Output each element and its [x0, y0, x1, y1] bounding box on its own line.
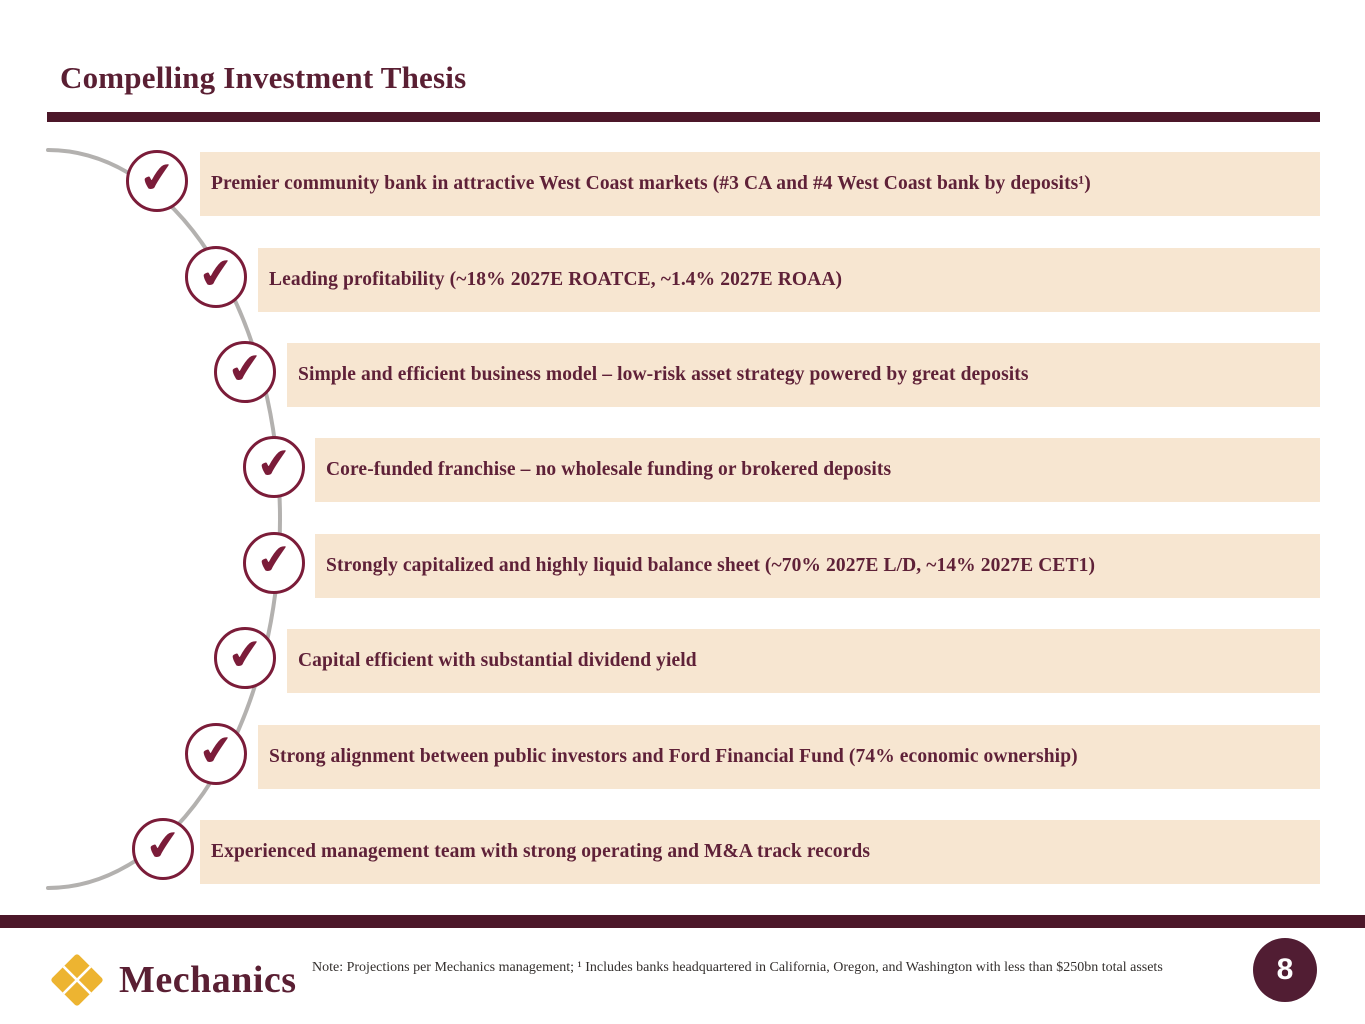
thesis-text: Strongly capitalized and highly liquid balance sheet (~70% 2027E L/D, ~14% 2027E CET1): [326, 555, 1096, 576]
thesis-row: [0, 343, 1365, 407]
page-number-badge: [1253, 938, 1317, 1002]
thesis-text: Leading profitability (~18% 2027E ROATCE, ~1.4% 2027E ROAA): [269, 269, 843, 290]
check-circle: [126, 150, 188, 212]
check-circle: [185, 723, 247, 785]
thesis-row: [0, 534, 1365, 598]
thesis-row: [0, 820, 1365, 884]
mechanics-weave-icon: [45, 948, 109, 1012]
thesis-row: [0, 629, 1365, 693]
check-icon: ✔: [254, 437, 295, 490]
thesis-bar: [315, 438, 1320, 502]
thesis-text: Simple and efficient business model – low-risk asset strategy powered by great deposits: [298, 364, 1029, 385]
check-icon: ✔: [225, 628, 266, 681]
thesis-bar: [200, 820, 1320, 884]
thesis-text: Experienced management team with strong operating and M&A track records: [211, 841, 871, 862]
thesis-bar: [315, 534, 1320, 598]
thesis-bar: [287, 343, 1320, 407]
check-circle: [243, 436, 305, 498]
thesis-bar: [258, 725, 1320, 789]
page-number: 8: [1276, 953, 1294, 986]
thesis-text: Premier community bank in attractive West Coast markets (#3 CA and #4 West Coast bank by deposits¹): [211, 173, 1091, 194]
check-icon: ✔: [137, 151, 178, 204]
thesis-bar: [287, 629, 1320, 693]
footer-rule: [0, 915, 1365, 928]
check-icon: ✔: [225, 342, 266, 395]
check-icon: ✔: [143, 819, 184, 872]
thesis-text: Capital efficient with substantial dividend yield: [298, 650, 697, 671]
thesis-row: [0, 248, 1365, 312]
check-icon: ✔: [196, 724, 237, 777]
thesis-row: [0, 438, 1365, 502]
check-circle: [243, 532, 305, 594]
thesis-row: [0, 152, 1365, 216]
thesis-text: Core-funded franchise – no wholesale funding or brokered deposits: [326, 459, 892, 480]
title-rule: [47, 112, 1320, 122]
company-logo: [45, 948, 297, 1012]
logo-wordmark: Mechanics: [119, 959, 297, 1001]
thesis-text: Strong alignment between public investors and Ford Financial Fund (74% economic ownership): [269, 746, 1078, 767]
check-icon: ✔: [254, 533, 295, 586]
thesis-bar: [258, 248, 1320, 312]
check-circle: [214, 627, 276, 689]
thesis-row: [0, 725, 1365, 789]
check-circle: [132, 818, 194, 880]
check-circle: [214, 341, 276, 403]
check-circle: [185, 246, 247, 308]
thesis-bar: [200, 152, 1320, 216]
footnote: Note: Projections per Mechanics management; ¹ Includes banks headquartered in California, Oregon, and Washington with less than $250bn total assets: [312, 960, 1163, 975]
check-icon: ✔: [196, 247, 237, 300]
page-title: Compelling Investment Thesis: [60, 60, 467, 95]
